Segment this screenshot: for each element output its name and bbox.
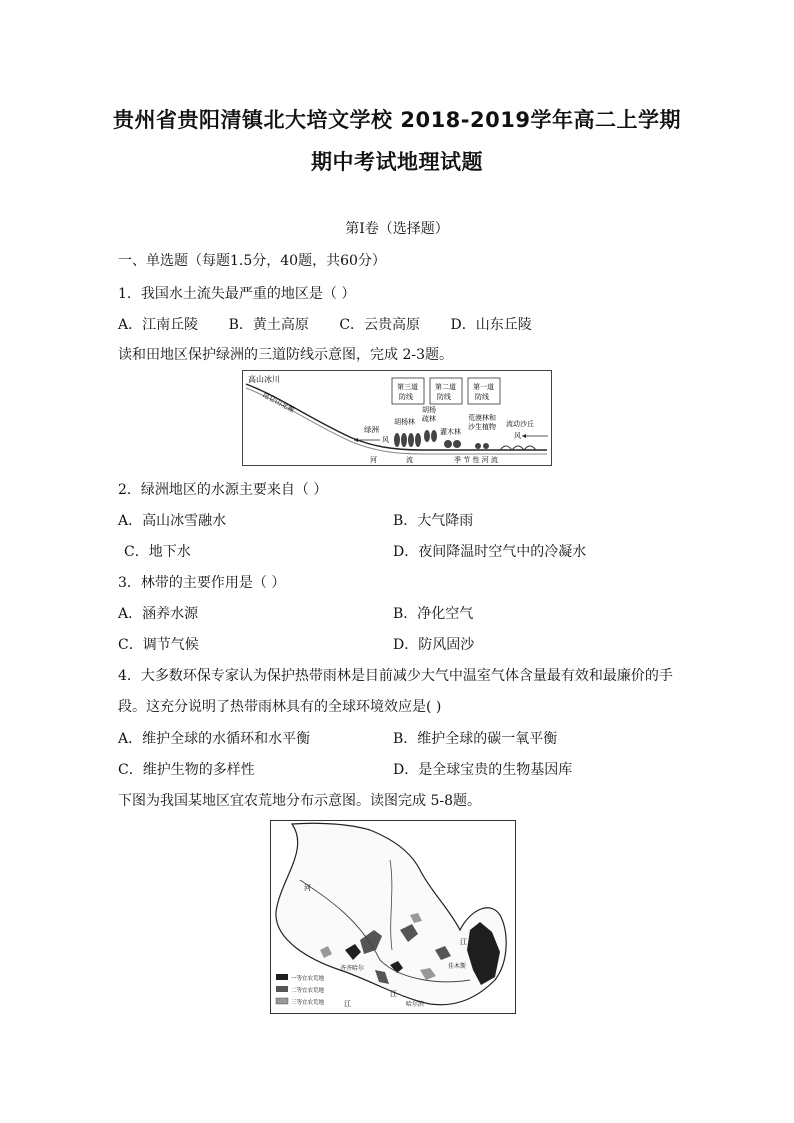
legend-grade2: 二等宜农荒地 <box>291 988 325 994</box>
place-jiang-1: 江 <box>460 938 467 946</box>
question-3-stem: 3．林带的主要作用是（ ） <box>118 575 286 591</box>
poplar-label: 胡杨林 <box>394 418 415 426</box>
part-heading: 一、单选题（每题1.5分，40题，共60分） <box>118 253 386 269</box>
q4-option-d[interactable]: D．是全球宝贵的生物基因库 <box>393 762 573 778</box>
place-qiqihar: 齐齐哈尔 <box>340 965 365 972</box>
q4-option-c[interactable]: C．维护生物的多样性 <box>118 762 255 778</box>
q3-option-d[interactable]: D．防风固沙 <box>393 637 475 653</box>
oasis-defense-diagram <box>242 370 552 466</box>
oasis-label: 绿洲 <box>364 425 379 434</box>
line3-label: 第三道 <box>397 383 418 391</box>
place-harbin: 哈尔滨 <box>406 1001 425 1008</box>
intro-2-3: 读和田地区保护绿洲的三道防线示意图，完成 2-3题。 <box>118 347 453 363</box>
q4-option-a[interactable]: A．维护全球的水循环和水平衡 <box>118 731 311 747</box>
river-left-label: 河 <box>370 456 377 464</box>
wasteland-map <box>270 820 516 1014</box>
q1-option-d[interactable]: D．山东丘陵 <box>450 317 532 333</box>
intro-5-8: 下图为我国某地区宜农荒地分布示意图。读图完成 5-8题。 <box>118 793 481 809</box>
defense1-label: 防线 <box>475 393 489 401</box>
volume-heading: 第Ⅰ卷（选择题） <box>345 221 449 237</box>
poplar-shrub-label: 胡杨 <box>422 406 436 414</box>
grass2-label: 沙生植物 <box>468 423 496 431</box>
question-2-stem: 2．绿洲地区的水源主要来自（ ） <box>118 482 328 498</box>
q3-option-a[interactable]: A．涵养水源 <box>118 606 199 622</box>
q2-option-b[interactable]: B．大气降雨 <box>393 513 474 529</box>
q2-option-c[interactable]: C．地下水 <box>124 544 191 560</box>
wind-left-label: 风 <box>382 436 389 444</box>
grass1-label: 荒漠林和 <box>468 414 496 422</box>
q2-option-d[interactable]: D．夜间降温时空气中的冷凝水 <box>393 544 587 560</box>
document-title-line2: 期中考试地理试题 <box>311 150 483 174</box>
defense3-label: 防线 <box>399 393 413 401</box>
document-title-line1: 贵州省贵阳清镇北大培文学校 2018-2019学年高二上学期 <box>113 108 681 132</box>
q3-option-b[interactable]: B．净化空气 <box>393 606 474 622</box>
place-he: 河 <box>304 884 311 892</box>
q4-option-b[interactable]: B．维护全球的碳一氧平衡 <box>393 731 558 747</box>
q1-option-b[interactable]: B．黄土高原 <box>228 317 309 333</box>
dune-label: 流动沙丘 <box>506 420 534 428</box>
place-jiamusi: 佳木斯 <box>448 963 467 970</box>
q1-option-c[interactable]: C．云贵高原 <box>339 317 421 333</box>
shrub-label: 灌木林 <box>440 428 461 436</box>
q3-option-c[interactable]: C．调节气候 <box>118 637 199 653</box>
wind-right-label: 风 <box>514 432 521 440</box>
line2-label: 第二道 <box>435 383 456 391</box>
seasonal-river-label: 季 节 性 河 流 <box>454 456 498 464</box>
q2-option-a[interactable]: A．高山冰雪融水 <box>118 513 227 529</box>
place-jiang-2: 江 <box>390 990 397 998</box>
legend-grade1: 一等宜农荒地 <box>291 976 325 982</box>
legend-grade3: 三等宜农荒地 <box>291 1000 325 1006</box>
question-1-options <box>118 314 558 334</box>
line1-label: 第一道 <box>473 383 494 391</box>
q1-option-a[interactable]: A．江南丘陵 <box>118 317 199 333</box>
defense2-label: 防线 <box>437 393 451 401</box>
question-1-stem: 1．我国水土流失最严重的地区是（ ） <box>118 286 356 302</box>
glacier-label: 高山冰川 <box>248 375 280 384</box>
question-4-stem-line2: 段。这充分说明了热带雨林具有的全球环境效应是( ) <box>118 699 442 715</box>
place-jiang-3: 江 <box>344 1000 351 1008</box>
question-4-stem-line1: 4．大多数环保专家认为保护热带雨林是目前减少大气中温室气体含量最有效和最廉价的手 <box>118 668 673 684</box>
map-legend <box>276 974 325 1006</box>
river-left2-label: 流 <box>406 456 413 464</box>
shrub-forest-label: 疏林 <box>422 415 436 423</box>
mountain-label: 昆仑山北麓 <box>261 390 296 415</box>
